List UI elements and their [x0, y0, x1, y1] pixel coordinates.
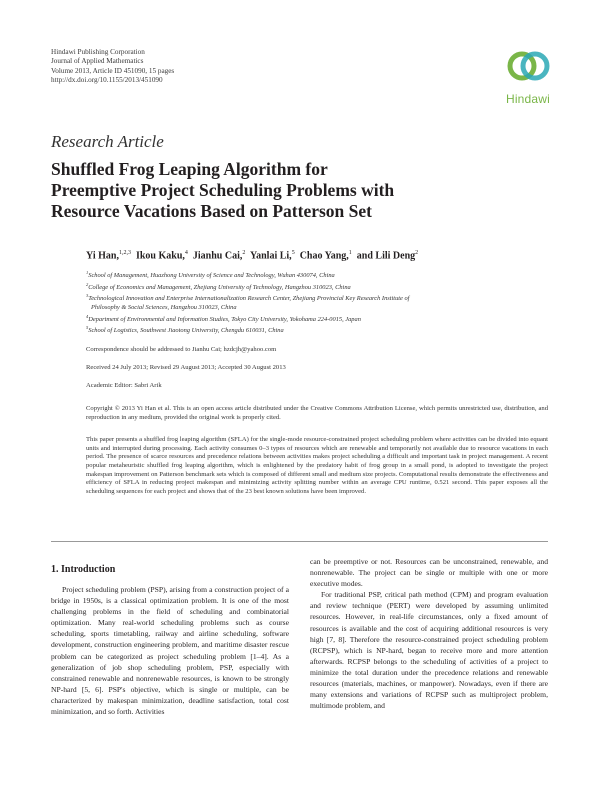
author-affil-mark: 5 — [291, 250, 295, 256]
affiliation-continuation: Philosophy & Social Sciences, Hangzhou 310023, China — [91, 304, 237, 312]
author-name: Ikou Kaku, — [135, 250, 185, 262]
author-name: and Lili Deng — [356, 250, 416, 262]
affiliation-number: 5 — [86, 325, 89, 331]
author-affil-mark: 1,2,3 — [118, 250, 131, 256]
article-type: Research Article — [51, 132, 164, 151]
body-paragraph: Project scheduling problem (PSP), arising from a construction project of a bridge in 1950s, is a classical optimization problem. It is one of the most challenging problems in the field of scheduling and combinatorial optimization. Many real-world scheduling problems such as course scheduling, sports timetabling, railway and airline scheduling, software development, construction engineering problem, and maritime disaster rescue problem can be categorized as project scheduling problem [1–4]. As a generalization of job shop scheduling problem, PSP, especially with constrained renewable and nonrenewable resources, is known to be strongly NP-hard [5, 6]. PSP's objective, which is single or multiple, can be characterized by makespan minimization, deadline satisfaction, total cost minimization, and so forth. Activities — [51, 585, 289, 717]
affiliation-number: 3 — [86, 293, 89, 299]
academic-editor: Academic Editor: Sabri Arik — [86, 382, 162, 389]
affiliation — [86, 313, 556, 325]
affiliation — [86, 281, 556, 293]
affiliation-text: College of Economics and Management, Zhejiang University of Technology, Hangzhou 310023, China — [88, 283, 351, 291]
journal-info — [51, 48, 174, 85]
body-paragraph: For traditional PSP, critical path method (CPM) and program evaluation and review technique (PERT) were developed by assuming unlimited resources. However, in real-life circumstances, only a fixed amount of resources is available and the cost of acquiring additional resources is very high [7, 8]. Therefore the resource-constrained project scheduling problem (RCPSP), which is NP-hard, began to receive more and more attention afterwards. RCPSP belongs to the scheduling of activities of a project to minimize the total duration under the precedence relations and renewable resources (materials, machines, or manpower). Nowadays, even if there are many extensions and variations of RCPSP such as multiproject problem, multimode problem, and — [310, 590, 548, 711]
section-heading: 1. Introduction — [51, 564, 116, 575]
title-line: Preemptive Project Scheduling Problems with — [51, 180, 395, 200]
affiliation-number: 4 — [86, 313, 89, 319]
title-line: Resource Vacations Based on Patterson Set — [51, 201, 372, 221]
affiliation-text: Technological Innovation and Enterprise Internationalization Research Center, Zhejiang Provincial Key Research Institute of — [88, 295, 410, 303]
body-column-left — [51, 584, 289, 717]
affiliation — [86, 292, 556, 304]
affiliation-text: School of Management, Huazhong University of Science and Technology, Wuhan 430074, China — [88, 272, 335, 280]
author-affil-mark: 4 — [184, 250, 188, 256]
author-affil-mark: 2 — [415, 250, 419, 256]
volume-line: Volume 2013, Article ID 451090, 15 pages — [51, 66, 175, 75]
correspondence: Correspondence should be addressed to Jianhu Cai; hzdcjh@yahoo.com — [86, 346, 277, 353]
affiliation — [86, 269, 556, 281]
affiliation-number: 1 — [86, 270, 89, 275]
body-column-right — [310, 556, 548, 711]
body-paragraph: can be preemptive or not. Resources can be unconstrained, renewable, and nonrenewable. The project can be single or multiple with one or more executive modes. — [310, 557, 548, 589]
copyright-notice: Copyright © 2013 Yi Han et al. This is an open access article distributed under the Creative Commons Attribution License, which permits unrestricted use, distribution, and reproduction in any medium, provided the original work is properly cited. — [86, 405, 548, 421]
author-name: Jianhu Cai, — [192, 250, 243, 262]
doi-link[interactable]: http://dx.doi.org/10.1155/2013/451090 — [51, 75, 163, 84]
title-line: Shuffled Frog Leaping Algorithm for — [51, 159, 328, 179]
affiliation — [86, 324, 556, 336]
hindawi-logo-text: Hindawi — [505, 92, 551, 106]
article-dates: Received 24 July 2013; Revised 29 August 2013; Accepted 30 August 2013 — [86, 364, 286, 371]
abstract: This paper presents a shuffled frog leaping algorithm (SFLA) for the single-mode resource-constrained project scheduling problem where activities can be divided into equant units and interrupted during processing. Each activity consumes 0–3 types of resources which are renewable and temporarily not available due to resource vacations in each period. The presence of scarce resources and precedence relations between activities makes project scheduling a difficult and important task in project management. A recent popular metaheuristic shuffled frog leaping algorithm, which is enlightened by the predatory habit of frog group in a small pond, is adopted to investigate the project makespan improvement on Patterson benchmark sets which is composed of different small and medium size projects. Computational results demonstrate the effectiveness and efficiency of SFLA in reducing project makespan and minimizing activity splitting number within an average CPU runtime, 0.521 second. This paper exposes all the scheduling sequences for each project and shows that of the 23 best known solutions have been improved. — [86, 436, 548, 495]
author-list — [86, 250, 418, 261]
affiliation-number: 2 — [86, 281, 89, 287]
author-affil-mark: 1 — [348, 250, 352, 256]
author-affil-mark: 2 — [242, 250, 246, 256]
affiliation-text: School of Logistics, Southwest Jiaotong University, Chengdu 610031, China — [88, 327, 284, 335]
affiliation-text: Department of Environmental and Information Studies, Tokyo City University, Yokohama 224-0015, Japan — [88, 315, 361, 323]
author-name: Chao Yang, — [299, 250, 349, 262]
author-name: Yi Han, — [86, 250, 119, 262]
paper-title — [51, 159, 571, 222]
affiliations — [86, 269, 556, 336]
journal-name: Journal of Applied Mathematics — [51, 57, 144, 66]
section-divider — [51, 541, 548, 542]
author-name: Yanlai Li, — [250, 250, 292, 262]
publisher-name: Hindawi Publishing Corporation — [51, 48, 145, 56]
